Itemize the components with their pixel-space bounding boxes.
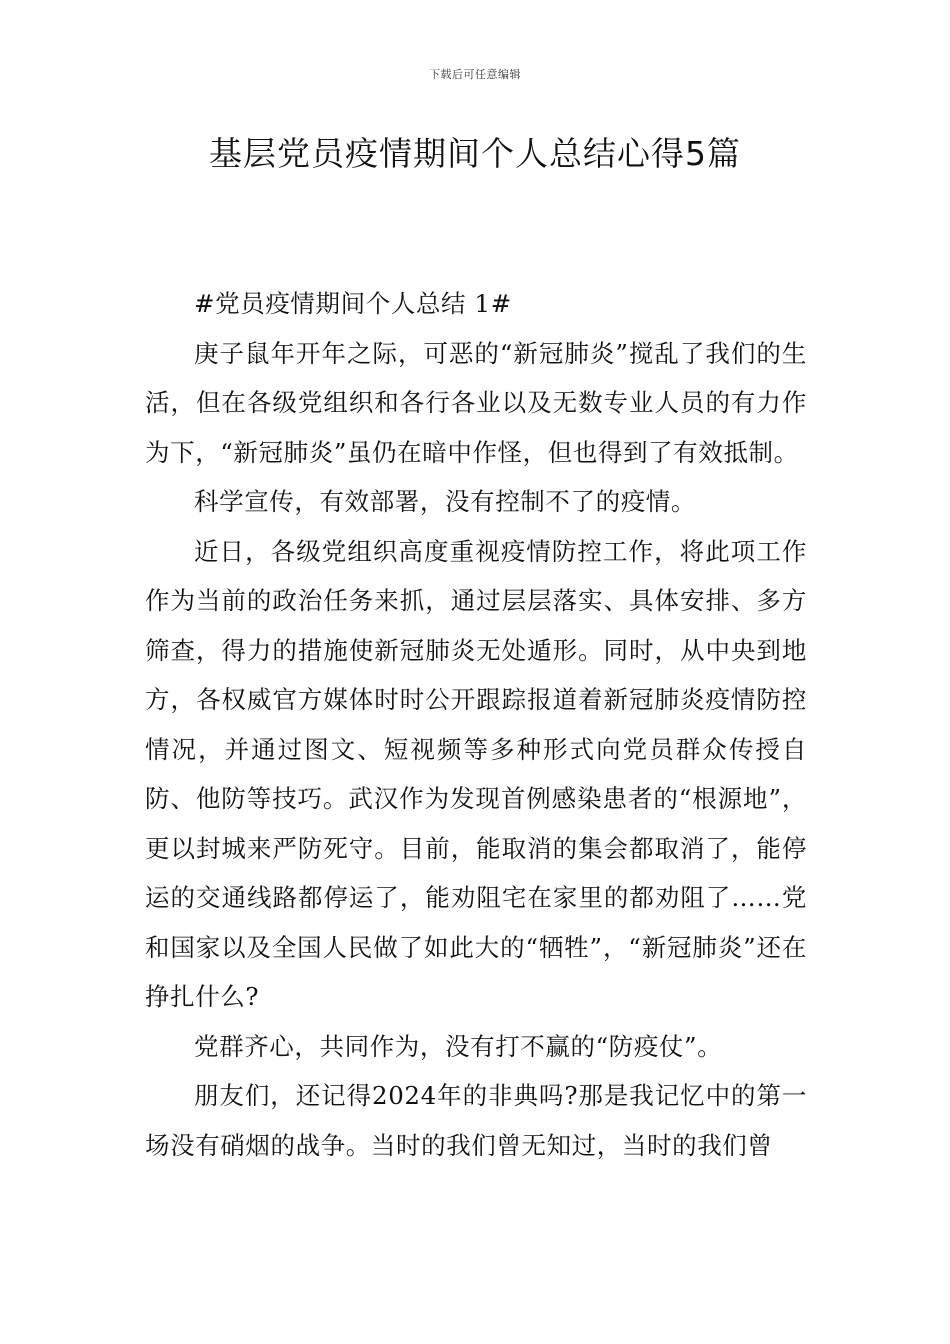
paragraph: 朋友们，还记得2024年的非典吗?那是我记忆中的第一场没有硝烟的战争。当时的我们曾无知过，当时的我们曾 [145,1081,807,1160]
paragraph: 庚子鼠年开年之际，可恶的“新冠肺炎”搅乱了我们的生活，但在各级党组织和各行各业以及无数专业人员的有力作为下，“新冠肺炎”虽仍在暗中作怪，但也得到了有效抵制。 [145,338,807,467]
document-title: 基层党员疫情期间个人总结心得5篇 [209,134,741,173]
paragraph: 党群齐心，共同作为，没有打不赢的“防疫仗”。 [194,1031,723,1061]
header-note: 下载后可任意编辑 [429,68,521,81]
paragraph: 近日，各级党组织高度重视疫情防控工作，将此项工作作为当前的政治任务来抓，通过层层落实、具体安排、多方筛查，得力的措施使新冠肺炎无处遁形。同时，从中央到地方，各权威官方媒体时时公开跟踪报道着新冠肺炎疫情防控情况，并通过图文、短视频等多种形式向党员群众传授自防、他防等技巧。武汉作为发现首例感染患者的“根源地”，更以封城来严防死守。目前，能取消的集会都取消了，能停运的交通线路都停运了，能劝阻宅在家里的都劝阻了……党和国家以及全国人民做了如此大的“牺牲”，“新冠肺炎”还在挣扎什么? [145,536,807,1011]
section-heading: #党员疫情期间个人总结 1# [194,289,512,318]
document-body [145,279,807,1170]
paragraph: 科学宣传，有效部署，没有控制不了的疫情。 [194,487,696,516]
